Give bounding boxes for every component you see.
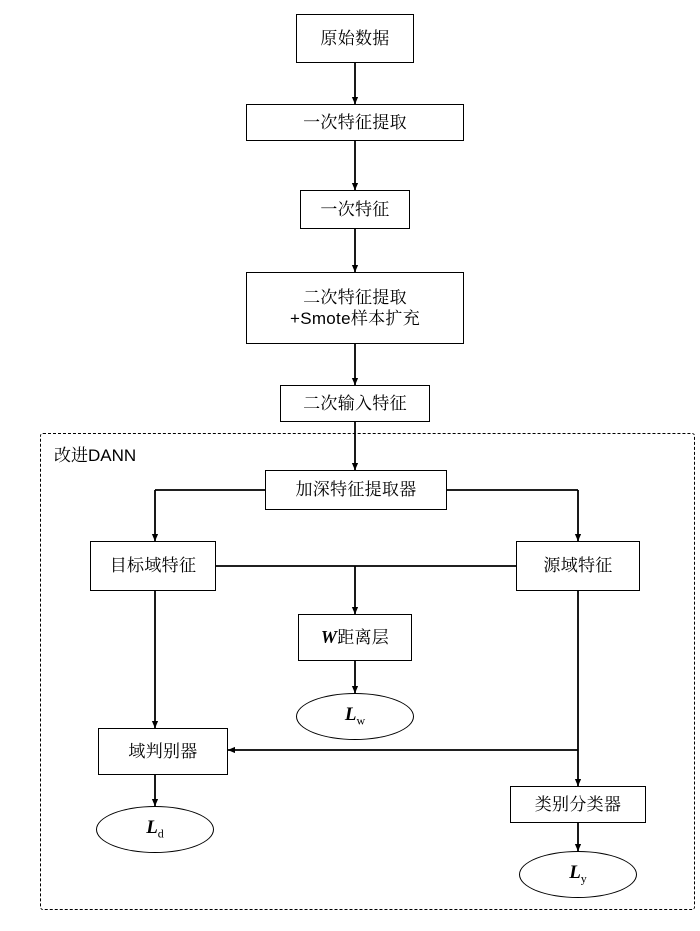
node-primary-feature-label: 一次特征	[320, 199, 390, 219]
node-domain-discriminator	[98, 728, 228, 775]
node-class-classifier-label: 类别分类器	[534, 794, 622, 814]
node-secondary-input-feature	[280, 385, 430, 422]
loss-y-node	[519, 851, 637, 898]
node-deep-feature-extractor	[265, 470, 447, 510]
improved-dann-label: 改进DANN	[54, 446, 137, 465]
node-target-domain-feature	[90, 541, 216, 591]
node-primary-feature-extraction-label: 一次特征提取	[303, 112, 407, 132]
loss-w-subscript: w	[356, 713, 366, 728]
node-secondary-input-feature-label: 二次输入特征	[303, 393, 407, 413]
node-primary-feature	[300, 190, 410, 229]
loss-w-node	[296, 693, 414, 740]
node-w-distance-layer-label: 距离层	[337, 628, 390, 648]
loss-d-symbol: L	[146, 817, 158, 839]
node-source-domain-feature	[516, 541, 640, 591]
node-raw-data	[296, 14, 414, 63]
node-secondary-feature-extraction-label2: +Smote样本扩充	[289, 309, 421, 328]
loss-d-subscript: d	[157, 826, 164, 841]
node-class-classifier	[510, 786, 646, 823]
node-target-domain-feature-label: 目标域特征	[109, 556, 197, 576]
node-primary-feature-extraction	[246, 104, 464, 141]
node-secondary-feature-extraction-label: 二次特征提取	[303, 287, 407, 307]
loss-d-node	[96, 806, 214, 853]
loss-w-symbol: L	[344, 704, 357, 726]
node-source-domain-feature-label: 源域特征	[543, 556, 613, 576]
node-w-distance-layer	[298, 614, 412, 661]
node-w-distance-layer-symbol: W	[320, 627, 338, 648]
node-domain-discriminator-label: 域判别器	[128, 741, 198, 761]
loss-y-subscript: y	[580, 871, 587, 886]
loss-y-symbol: L	[569, 862, 581, 884]
node-deep-feature-extractor-label: 加深特征提取器	[295, 480, 417, 500]
node-secondary-feature-extraction	[246, 272, 464, 344]
node-raw-data-label: 原始数据	[320, 28, 390, 48]
